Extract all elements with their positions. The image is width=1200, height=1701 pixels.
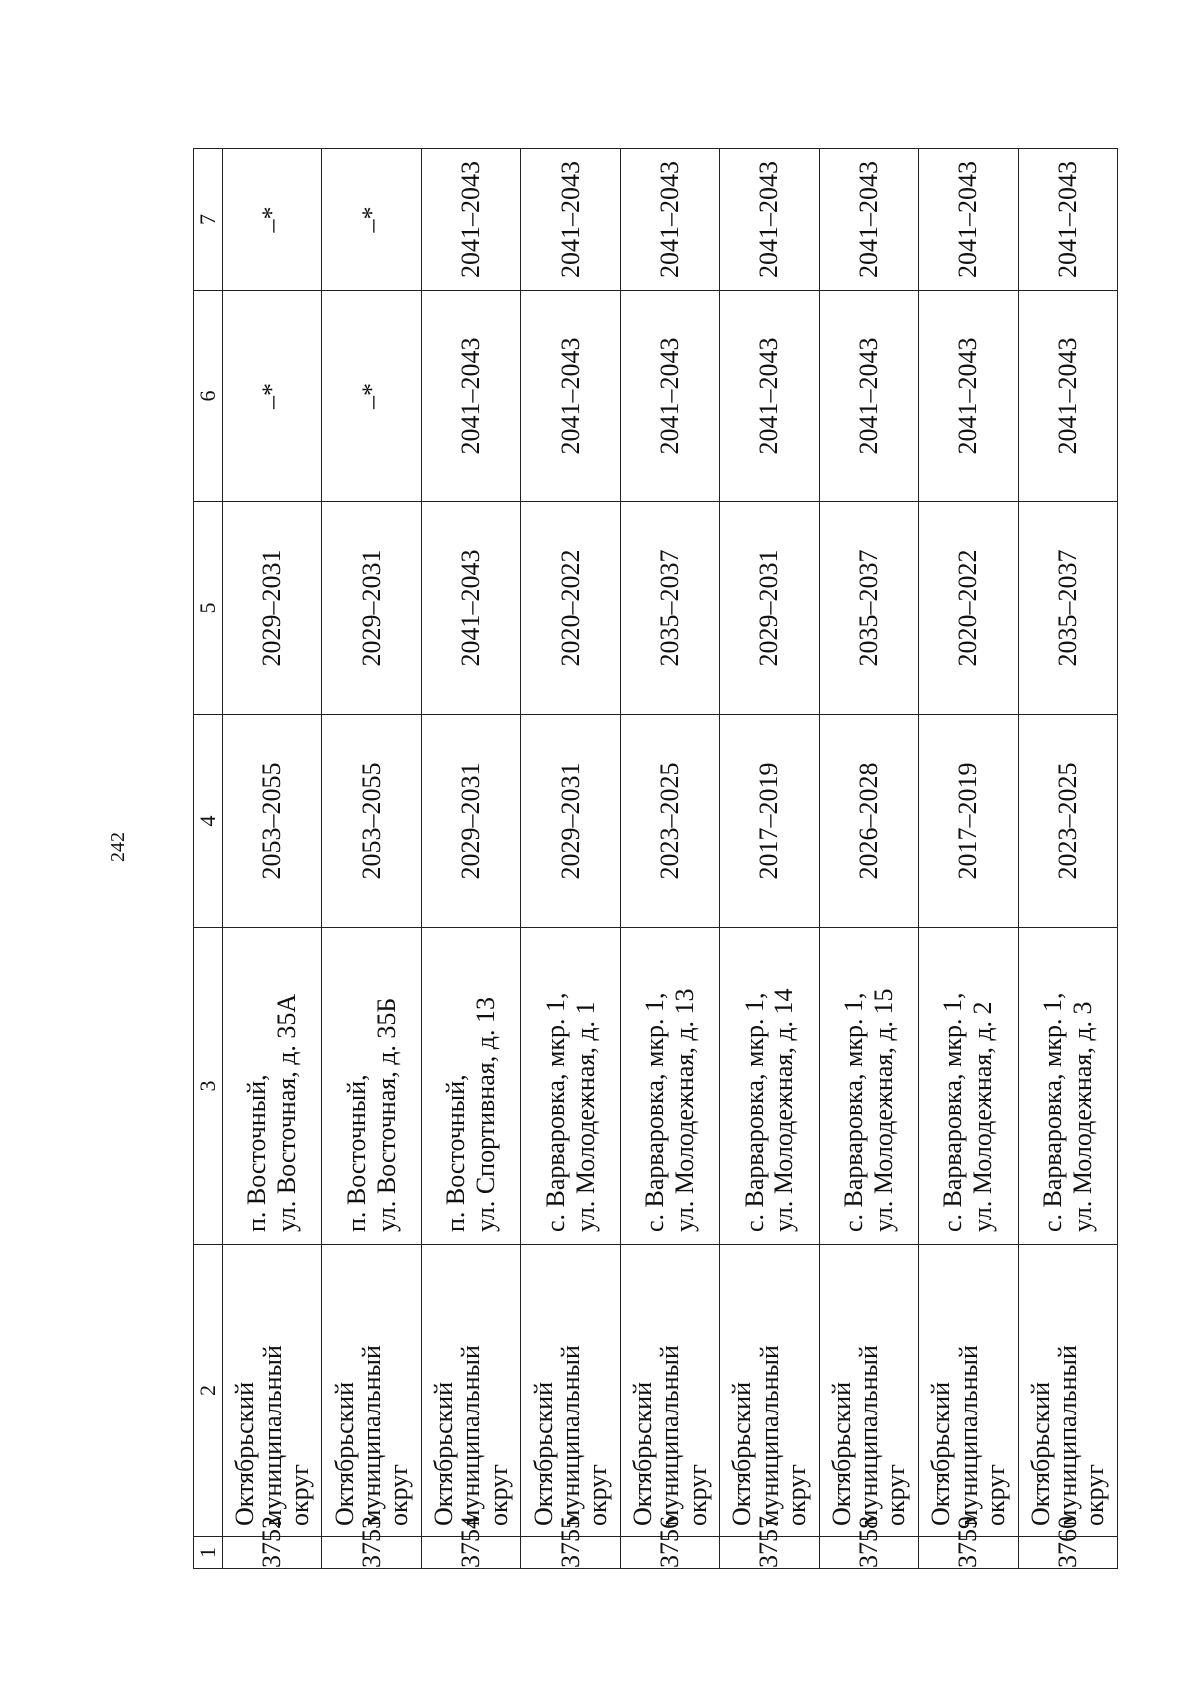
district-cell	[521, 1245, 620, 1537]
column-header: 7	[194, 149, 223, 291]
address-line: ул. Молодежная, д. 15	[868, 988, 898, 1232]
address-cell	[620, 928, 719, 1245]
address-line: ул. Молодежная, д. 13	[669, 988, 699, 1232]
record-number-cell: 3753	[322, 1537, 421, 1569]
record-number-cell: 3754	[421, 1537, 520, 1569]
record-number-cell: 3757	[720, 1537, 819, 1569]
table-row	[620, 149, 719, 1569]
column-header: 4	[194, 715, 223, 928]
address-line: с. Варваровка, мкр. 1,	[938, 992, 968, 1232]
period-cell-4: 2023–2025	[620, 715, 719, 928]
table-row	[819, 149, 918, 1569]
column-header: 1	[194, 1537, 223, 1569]
period-cell-7: –*	[322, 149, 421, 291]
schedule-table	[193, 148, 1118, 1569]
record-number-cell: 3758	[819, 1537, 918, 1569]
district-cell	[1018, 1245, 1118, 1537]
district-line: округ	[384, 1464, 414, 1526]
district-line: муниципальный	[655, 1345, 685, 1526]
district-cell	[819, 1245, 918, 1537]
address-line: с. Варваровка, мкр. 1,	[1037, 992, 1067, 1232]
period-cell-6: 2041–2043	[720, 291, 819, 502]
period-cell-5: 2035–2037	[620, 502, 719, 715]
district-cell	[421, 1245, 520, 1537]
address-cell	[421, 928, 520, 1245]
district-cell	[620, 1245, 719, 1537]
address-line: ул. Восточная, д. 35А	[272, 993, 302, 1232]
period-cell-6: 2041–2043	[421, 291, 520, 502]
address-line: ул. Молодежная, д. 1	[570, 1001, 600, 1232]
district-line: округ	[1080, 1464, 1110, 1526]
period-cell-5: 2029–2031	[223, 502, 322, 715]
district-line: муниципальный	[357, 1345, 386, 1526]
district-line: муниципальный	[953, 1345, 983, 1526]
period-cell-4: 2053–2055	[223, 715, 322, 928]
period-cell-7: –*	[223, 149, 322, 291]
district-line: округ	[881, 1464, 911, 1526]
address-cell	[720, 928, 819, 1245]
document-table-wrapper	[193, 149, 1118, 1569]
district-line: муниципальный	[257, 1345, 287, 1526]
period-cell-4: 2017–2019	[919, 715, 1018, 928]
district-line: Октябрьский	[727, 1381, 757, 1526]
district-line: Октябрьский	[1025, 1381, 1055, 1526]
period-cell-4: 2029–2031	[421, 715, 520, 928]
table-row	[322, 149, 421, 1569]
district-line: Октябрьский	[926, 1381, 956, 1526]
address-line: п. Восточный,	[441, 1074, 471, 1232]
table-row	[919, 149, 1018, 1569]
address-cell	[1018, 928, 1118, 1245]
record-number-cell: 3755	[521, 1537, 620, 1569]
district-cell	[919, 1245, 1018, 1537]
district-line: муниципальный	[555, 1345, 585, 1526]
period-cell-4: 2029–2031	[521, 715, 620, 928]
record-number-cell: 3759	[919, 1537, 1018, 1569]
district-line: Октябрьский	[628, 1381, 658, 1526]
district-line: муниципальный	[754, 1345, 784, 1526]
district-cell	[322, 1245, 421, 1537]
period-cell-4: 2017–2019	[720, 715, 819, 928]
address-cell	[322, 928, 421, 1245]
period-cell-5: 2029–2031	[322, 502, 421, 715]
address-cell	[521, 928, 620, 1245]
table-row	[720, 149, 819, 1569]
district-line: округ	[782, 1464, 812, 1526]
address-line: с. Варваровка, мкр. 1,	[640, 992, 670, 1232]
table-row	[421, 149, 520, 1569]
period-cell-6: 2041–2043	[521, 291, 620, 502]
district-cell	[223, 1245, 322, 1537]
period-cell-5: 2020–2022	[919, 502, 1018, 715]
address-line: с. Варваровка, мкр. 1,	[739, 992, 769, 1232]
period-cell-6: 2041–2043	[1018, 291, 1118, 502]
district-line: округ	[284, 1464, 314, 1526]
district-line: муниципальный	[1053, 1345, 1083, 1526]
record-number-cell: 3752	[223, 1537, 322, 1569]
address-cell	[919, 928, 1018, 1245]
column-header: 2	[194, 1245, 223, 1537]
period-cell-6: –*	[223, 291, 322, 502]
period-cell-7: 2041–2043	[421, 149, 520, 291]
page-number: 242	[107, 832, 129, 862]
column-header: 3	[194, 928, 223, 1245]
record-number-cell: 3760	[1018, 1537, 1118, 1569]
address-cell	[819, 928, 918, 1245]
district-line: Октябрьский	[429, 1381, 459, 1526]
period-cell-4: 2023–2025	[1018, 715, 1118, 928]
address-line: п. Восточный,	[242, 1074, 272, 1232]
period-cell-6: 2041–2043	[620, 291, 719, 502]
period-cell-4: 2053–2055	[322, 715, 421, 928]
period-cell-6: 2041–2043	[919, 291, 1018, 502]
period-cell-7: 2041–2043	[1018, 149, 1118, 291]
district-line: округ	[483, 1464, 513, 1526]
period-cell-7: 2041–2043	[521, 149, 620, 291]
address-line: ул. Молодежная, д. 3	[1067, 1001, 1097, 1232]
district-line: округ	[583, 1464, 613, 1526]
column-header: 6	[194, 291, 223, 502]
period-cell-4: 2026–2028	[819, 715, 918, 928]
table-row	[223, 149, 322, 1569]
address-line: ул. Восточная, д. 35Б	[371, 997, 401, 1232]
column-header: 5	[194, 502, 223, 715]
address-cell	[223, 928, 322, 1245]
district-line: округ	[682, 1464, 712, 1526]
address-line: ул. Молодежная, д. 14	[769, 988, 799, 1232]
district-line: муниципальный	[456, 1345, 486, 1526]
district-line: муниципальный	[854, 1345, 884, 1526]
period-cell-5: 2029–2031	[720, 502, 819, 715]
period-cell-7: 2041–2043	[919, 149, 1018, 291]
period-cell-5: 2035–2037	[819, 502, 918, 715]
table-body	[223, 149, 1118, 1569]
period-cell-7: 2041–2043	[819, 149, 918, 291]
table-row	[1018, 149, 1118, 1569]
record-number-cell: 3756	[620, 1537, 719, 1569]
district-line: Октябрьский	[329, 1381, 359, 1526]
period-cell-5: 2035–2037	[1018, 502, 1118, 715]
table-row	[521, 149, 620, 1569]
column-number-header-row	[194, 149, 223, 1569]
address-line: с. Варваровка, мкр. 1,	[540, 992, 570, 1232]
period-cell-5: 2041–2043	[421, 502, 520, 715]
period-cell-7: 2041–2043	[620, 149, 719, 291]
district-cell	[720, 1245, 819, 1537]
period-cell-6: 2041–2043	[819, 291, 918, 502]
address-line: ул. Молодежная, д. 2	[968, 1001, 998, 1232]
district-line: Октябрьский	[230, 1381, 260, 1526]
address-line: ул. Спортивная, д. 13	[471, 997, 501, 1232]
period-cell-6: –*	[322, 291, 421, 502]
district-line: Октябрьский	[826, 1381, 856, 1526]
address-line: с. Варваровка, мкр. 1,	[838, 992, 868, 1232]
district-line: округ	[980, 1464, 1010, 1526]
period-cell-7: 2041–2043	[720, 149, 819, 291]
district-line: Октябрьский	[528, 1381, 558, 1526]
address-line: п. Восточный,	[341, 1074, 371, 1232]
period-cell-5: 2020–2022	[521, 502, 620, 715]
